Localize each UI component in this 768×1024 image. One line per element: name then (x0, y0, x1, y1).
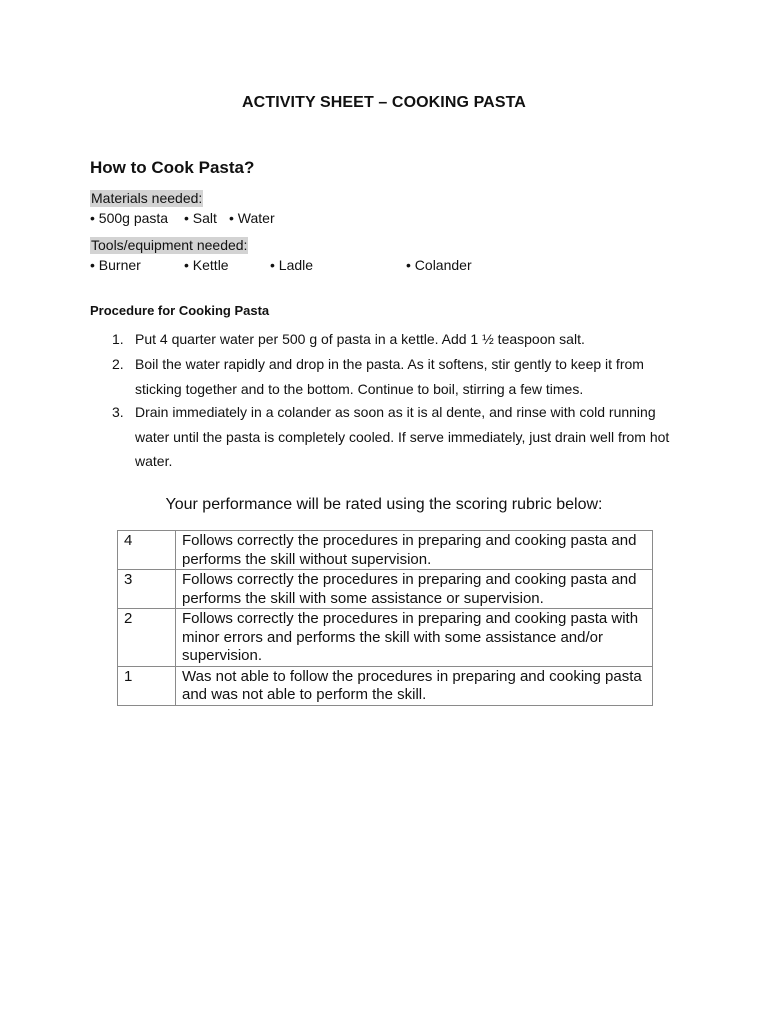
table-row (118, 531, 653, 570)
section-heading: How to Cook Pasta? (90, 158, 255, 177)
rubric-score: 4 (118, 531, 176, 570)
materials-label: Materials needed: (91, 190, 203, 206)
step-text: Drain immediately in a colander as soon as it is al dente, and rinse with cold running water until the pasta is completely cooled. If serve immediately, just drain well from hot water. (135, 404, 670, 469)
rubric-description: Follows correctly the procedures in preparing and cooking pasta and performs the skill with some assistance or supervision. (176, 570, 653, 609)
rubric-score: 2 (118, 609, 176, 667)
rubric-description: Was not able to follow the procedures in preparing and cooking pasta and was not able to perform the skill. (176, 666, 653, 705)
rubric-score: 1 (118, 666, 176, 705)
material-item-water: • Water (229, 210, 275, 226)
material-item-pasta: • 500g pasta (90, 210, 169, 226)
table-row (118, 570, 653, 609)
tool-item-ladle: • Ladle (270, 257, 314, 273)
tool-item-colander: • Colander (406, 257, 472, 273)
page-title: ACTIVITY SHEET – COOKING PASTA (242, 94, 526, 111)
rubric-score: 3 (118, 570, 176, 609)
table-row (118, 609, 653, 667)
step-number: 1. (112, 331, 124, 347)
rubric-description: Follows correctly the procedures in preparing and cooking pasta with minor errors and performs the skill with some assistance and/or supervision. (176, 609, 653, 667)
step-text: Put 4 quarter water per 500 g of pasta in a kettle. Add 1 ½ teaspoon salt. (135, 331, 585, 347)
rubric-table (117, 530, 653, 706)
procedure-heading: Procedure for Cooking Pasta (90, 303, 270, 318)
step-number: 3. (112, 404, 124, 420)
rubric-caption: Your performance will be rated using the scoring rubric below: (165, 496, 603, 513)
material-item-salt: • Salt (184, 210, 217, 226)
step-text: Boil the water rapidly and drop in the pasta. As it softens, stir gently to keep it from sticking together and to the bottom. Continue to boil, stirring a few times. (135, 356, 644, 397)
tools-label: Tools/equipment needed: (91, 237, 248, 253)
table-row (118, 666, 653, 705)
rubric-description: Follows correctly the procedures in preparing and cooking pasta and performs the skill without supervision. (176, 531, 653, 570)
step-number: 2. (112, 356, 124, 372)
tool-item-kettle: • Kettle (184, 257, 229, 273)
tool-item-burner: • Burner (90, 257, 141, 273)
